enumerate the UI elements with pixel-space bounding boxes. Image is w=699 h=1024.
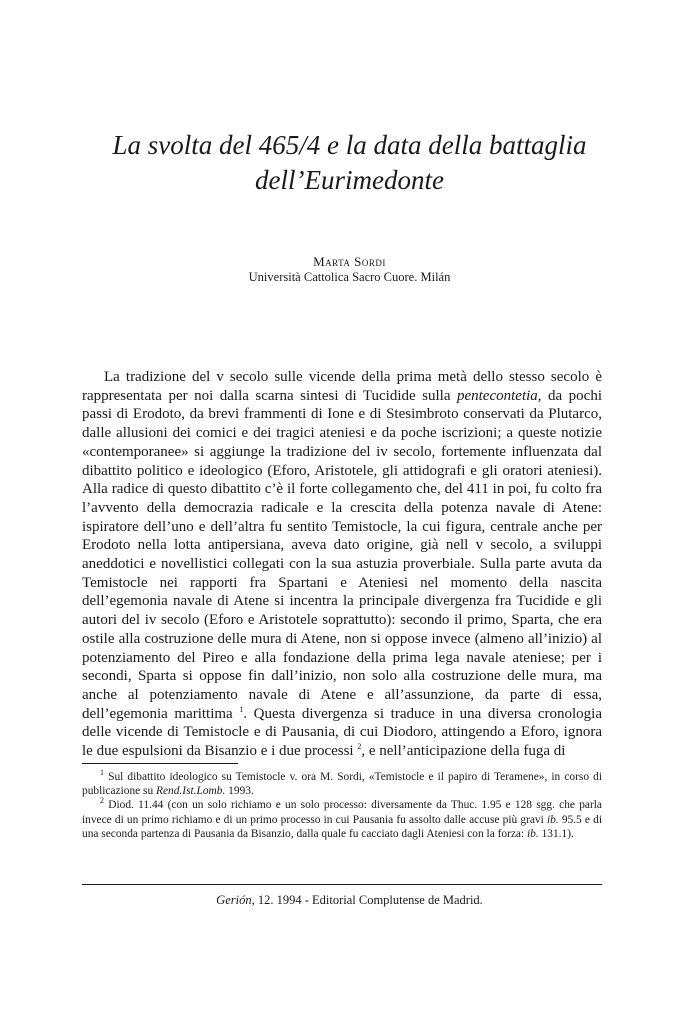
footnote-italic: ib. xyxy=(527,827,539,840)
footnote-italic: ib. xyxy=(546,813,559,826)
footnote-1 xyxy=(82,770,602,798)
body-text-segment: , e nell’anticipazione della fuga di xyxy=(361,743,566,760)
body-text-segment: . Questa divergenza si traduce in una diversa cronologia delle vicende di Temistocle e di Pausania, di cui Diodoro, attingendo a Eforo, ignora le due espulsioni da Bisanzio e i due processi xyxy=(82,705,602,760)
footnote-text: 131.1). xyxy=(538,827,574,840)
footnote-italic: Rend.Ist.Lomb. xyxy=(156,785,226,798)
footnote-2 xyxy=(82,798,602,841)
footnotes xyxy=(82,770,602,841)
citation-details: , 12. 1994 - Editorial Complutense de Madrid. xyxy=(251,893,483,907)
author-affiliation: Università Cattolica Sacro Cuore. Milán xyxy=(248,270,451,284)
footnote-text: Sul dibattito ideologico su Temistocle v. ora M. Sordi, «Temistocle e il papiro di Teramene», in corso di publicazione su xyxy=(82,771,602,798)
footnote-text: 1993. xyxy=(225,785,254,798)
footnote-ref-2[interactable]: 2 xyxy=(357,742,362,752)
footnote-divider xyxy=(82,763,238,764)
body-italic-term: pentecontetia xyxy=(456,387,538,404)
body-text-segment: La tradizione del v secolo sulle vicende della prima metà dello stesso secolo è rappresentata per noi dalla scarna sintesi di Tucidide sulla xyxy=(82,369,602,404)
title-line-1: La svolta del 465/4 e la data della battaglia xyxy=(112,130,587,160)
body-text-segment: , da pochi passi di Erodoto, da brevi frammenti di Ione e di Stesimbroto conservati da Plutarco, dalle allusioni dei comici e dei tragici ateniesi e da poche iscrizioni; a queste notizie «contemporanee» si aggiunge la tradizione del iv secolo, fortemente influenzata dal dibattito politico e ideologico (Eforo, Aristotele, gli attidografi e gli oratori ateniesi). Alla radice di questo dibattito c’è il forte collegamento che, del 411 in poi, fu colto fra l’avvento della democrazia radicale e la crescita della potenza navale di Atene: ispiratore dell’uno e dell’altra fu sentito Temistocle, la cui figura, centrale anche per Erodoto nella lotta antipersiana, aveva dato origine, già nell v secolo, a sviluppi aneddotici e novellistici collegati con la sua astuzia proverbiale. Sulla parte avuta da Temistocle nei rapporti fra Spartani e Ateniesi nel momento della nascita dell’egemonia navale di Atene si incentra la principale divergenza fra Tucidide e gli autori del iv secolo (Eforo e Aristotele soprattutto): secondo il primo, Sparta, che era ostile alla costruzione delle mura di Atene, non si oppose invece (almeno all’inizio) al potenziamento del Pireo e alla fondazione della prima lega navale ateniese; per i secondi, Sparta si oppose fin dall’inizio, non solo alla costruzione delle mura, ma anche al potenziamento navale di Atene e all’assunzione, da parte di essa, dell’egemonia marittima xyxy=(82,387,603,722)
title-line-2: dell’Eurimedonte xyxy=(255,165,444,195)
journal-name: Gerión xyxy=(216,893,252,907)
body-paragraph xyxy=(82,368,602,761)
footer-divider xyxy=(82,884,602,885)
author-name: Marta Sordi xyxy=(313,254,386,269)
journal-citation xyxy=(0,893,699,908)
footnote-number: 1 xyxy=(100,768,104,778)
footnote-ref-1[interactable]: 1 xyxy=(239,704,244,714)
footnote-text: 95.5 e di una seconda partenza di Pausania da Bisanzio, dalla quale fu cacciato dagli Ateniesi con la forza: xyxy=(82,813,602,840)
footnote-text: Diod. 11.44 (con un solo richiamo e un solo processo: diversamente da Thuc. 1.95 e 128 sgg. che parla invece di un primo richiamo e di un primo processo in cui Pausania fu assolto dalle accuse più gravi xyxy=(82,799,602,826)
footnote-number: 2 xyxy=(100,796,104,806)
article-title xyxy=(60,128,639,198)
